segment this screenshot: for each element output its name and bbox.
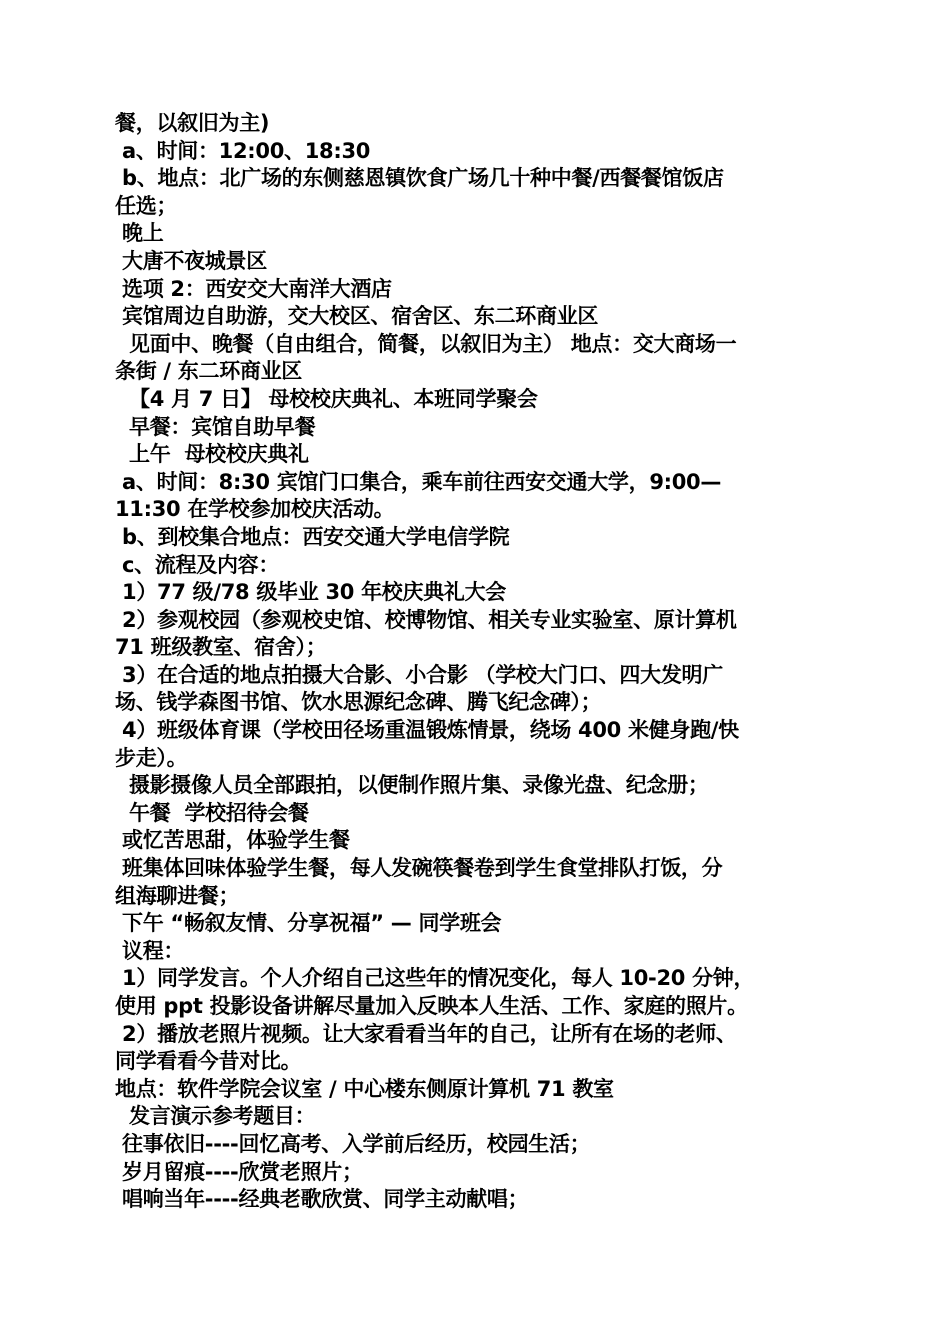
text-line: 选项 2：西安交大南洋大酒店: [115, 276, 392, 301]
text-line: 或忆苦思甜，体验学生餐: [115, 828, 350, 853]
text-line: 4）班级体育课（学校田径场重温锻炼情景，绕场 400 米健身跑/快: [115, 718, 739, 743]
text-line: 岁月留痕----欣赏老照片；: [115, 1159, 363, 1184]
text-line: 任选；: [115, 193, 178, 218]
document-page: [115, 110, 845, 1214]
text-line: 2）播放老照片视频。让大家看看当年的自己，让所有在场的老师、: [115, 1021, 737, 1046]
text-line: 下午 “畅叙友情、分享祝福” — 同学班会: [115, 911, 502, 936]
text-line: a、时间：12:00、18:30: [115, 138, 371, 163]
text-line: 班集体回味体验学生餐，每人发碗筷餐卷到学生食堂排队打饭，分: [115, 856, 723, 881]
text-line: 地点：软件学院会议室 / 中心楼东侧原计算机 71 教室: [115, 1076, 614, 1101]
text-line: 晚上: [115, 221, 164, 246]
text-line: 11:30 在学校参加校庆活动。: [115, 497, 395, 522]
text-line: 早餐：宾馆自助早餐: [115, 414, 316, 439]
text-line: a、时间：8:30 宾馆门口集合，乘车前往西安交通大学，9:00—: [115, 469, 722, 494]
text-line: 议程：: [115, 938, 185, 963]
text-line: 同学看看今昔对比。: [115, 1049, 302, 1074]
text-line: 午餐 学校招待会餐: [115, 800, 309, 825]
text-line: 3）在合适的地点拍摄大合影、小合影 （学校大门口、四大发明广: [115, 662, 723, 687]
text-line: 宾馆周边自助游，交大校区、宿舍区、东二环商业区: [115, 304, 599, 329]
text-line: 见面中、晚餐（自由组合，简餐，以叙旧为主） 地点：交大商场一: [115, 331, 737, 356]
text-line: 1）同学发言。个人介绍自己这些年的情况变化，每人 10-20 分钟，: [115, 966, 755, 991]
text-line: 大唐不夜城景区: [115, 248, 267, 273]
text-line: 组海聊进餐；: [115, 883, 240, 908]
text-line: 1）77 级/78 级毕业 30 年校庆典礼大会: [115, 580, 507, 605]
text-line: b、地点：北广场的东侧慈恩镇饮食广场几十种中餐/西餐餐馆饭店: [115, 166, 724, 191]
text-line: 发言演示参考题目：: [115, 1104, 316, 1129]
text-line: 2）参观校园（参观校史馆、校博物馆、相关专业实验室、原计算机: [115, 607, 737, 632]
text-line: 上午 母校校庆典礼: [115, 442, 309, 467]
text-line: c、流程及内容：: [115, 552, 280, 577]
text-line: 条街 / 东二环商业区: [115, 359, 302, 384]
text-line: 餐，以叙旧为主): [115, 111, 270, 135]
text-line: 往事依旧----回忆高考、入学前后经历，校园生活；: [115, 1131, 591, 1156]
text-line: b、到校集合地点：西安交通大学电信学院: [115, 524, 510, 549]
text-line: 唱响当年----经典老歌欣赏、同学主动献唱；: [115, 1187, 529, 1212]
text-line: 【4 月 7 日】 母校校庆典礼、本班同学聚会: [115, 386, 538, 411]
text-line: 步走）。: [115, 745, 188, 770]
text-line: 71 班级教室、宿舍）；: [115, 635, 327, 660]
text-line: 场、钱学森图书馆、饮水思源纪念碑、腾飞纪念碑）；: [115, 690, 602, 715]
text-line: 使用 ppt 投影设备讲解尽量加入反映本人生活、工作、家庭的照片。: [115, 994, 748, 1018]
text-line: 摄影摄像人员全部跟拍，以便制作照片集、录像光盘、纪念册；: [115, 773, 709, 798]
